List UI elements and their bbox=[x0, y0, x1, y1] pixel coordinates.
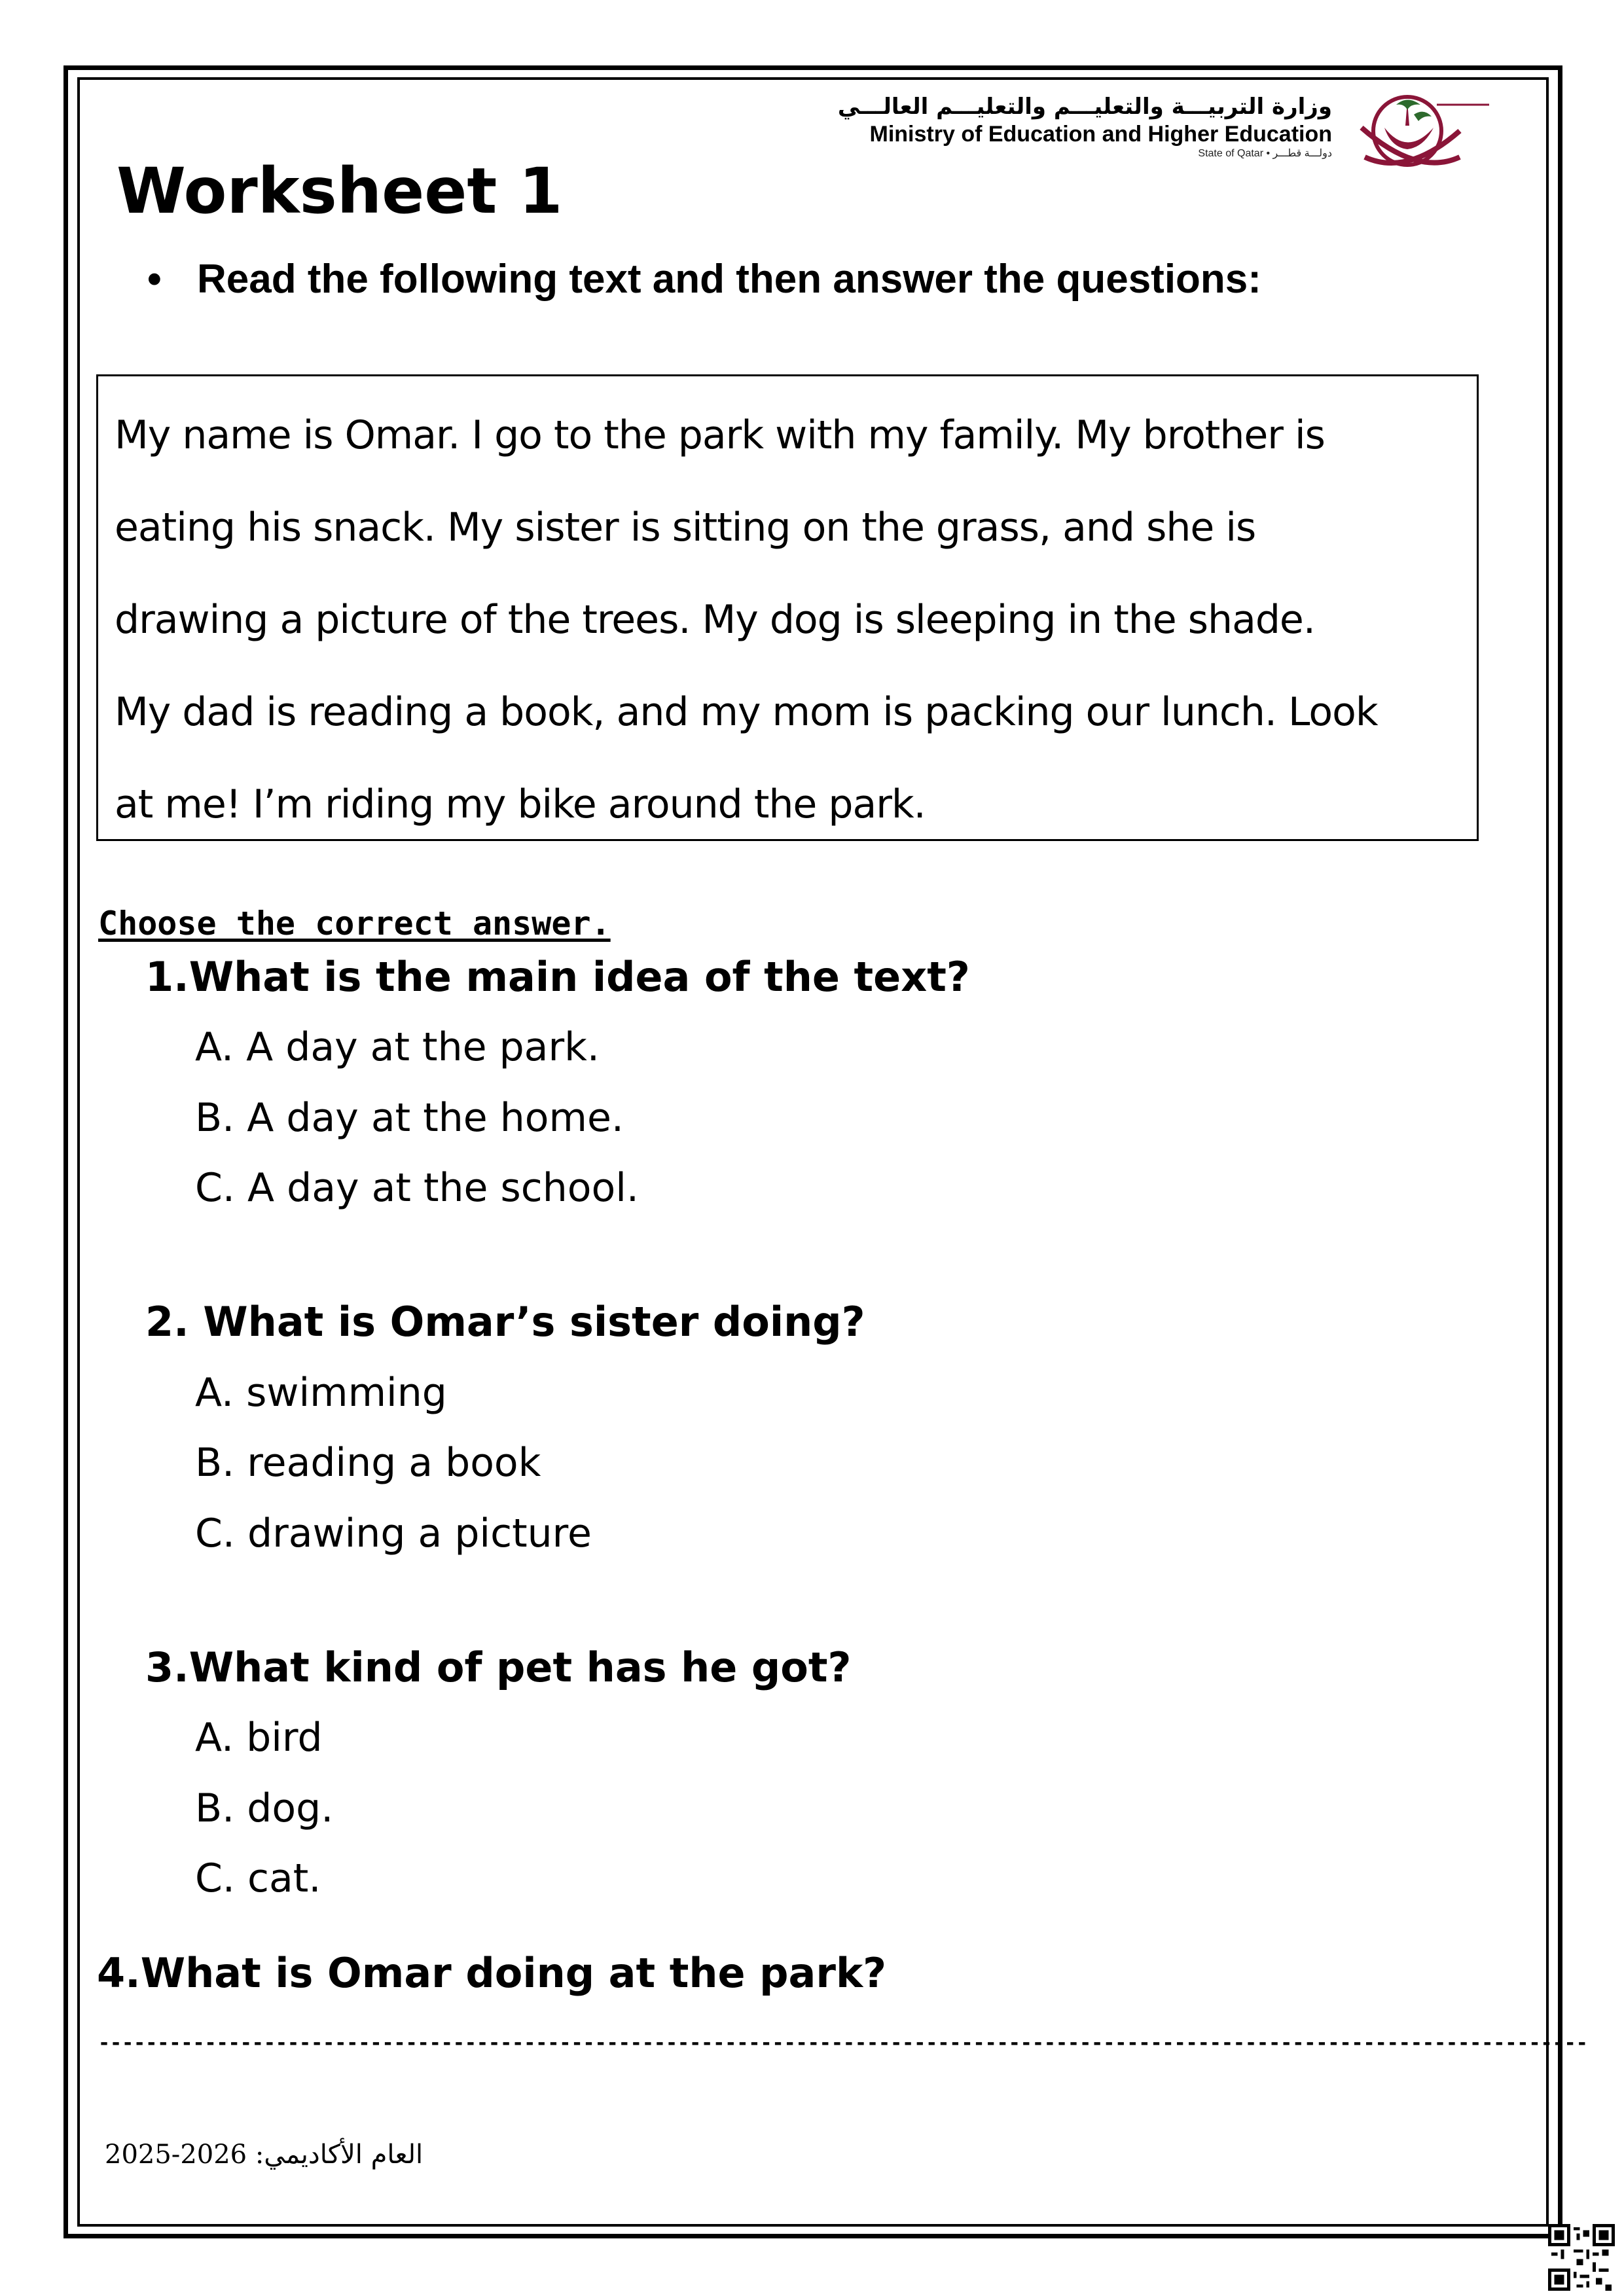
option-1a[interactable]: A. A day at the park. bbox=[195, 1024, 600, 1070]
section-heading: Choose the correct answer. bbox=[98, 905, 611, 942]
question-text: What kind of pet has he got? bbox=[189, 1643, 852, 1691]
question-4 bbox=[97, 1944, 886, 2003]
option-3b[interactable]: B. dog. bbox=[195, 1785, 334, 1831]
question-text: What is Omar’s sister doing? bbox=[203, 1298, 865, 1346]
question-text: What is Omar doing at the park? bbox=[140, 1949, 887, 1997]
question-3 bbox=[145, 1638, 852, 1697]
question-1 bbox=[145, 948, 970, 1007]
question-text: What is the main idea of the text? bbox=[189, 953, 970, 1001]
question-number: 4. bbox=[97, 1949, 141, 1997]
reading-passage-box bbox=[96, 374, 1479, 841]
passage-line: drawing a picture of the trees. My dog is sleeping in the shade. bbox=[115, 597, 1315, 643]
answer-line[interactable]: ------------------------------------------------------------------------------------------------------------------------------ bbox=[98, 2032, 1588, 2054]
academic-year: العام الأكاديمي: 2026-2025 bbox=[105, 2140, 424, 2170]
instruction-text: Read the following text and then answer the questions: bbox=[197, 257, 1261, 302]
worksheet-title: Worksheet 1 bbox=[117, 154, 563, 228]
ministry-logo-text bbox=[795, 92, 1332, 161]
question-2 bbox=[145, 1293, 865, 1352]
ministry-name-arabic: وزارة التربيـــة والتعليـــم والتعليـــم العالـــي bbox=[837, 94, 1332, 120]
qr-code-icon bbox=[1548, 2224, 1615, 2291]
question-number: 1. bbox=[145, 953, 189, 1001]
state-label: State of Qatar • دولـــة قطـــر bbox=[1198, 148, 1332, 159]
option-3c[interactable]: C. cat. bbox=[195, 1856, 321, 1901]
option-1c[interactable]: C. A day at the school. bbox=[195, 1165, 639, 1211]
qatar-emblem-icon bbox=[1345, 92, 1496, 177]
ministry-logo bbox=[795, 92, 1496, 177]
option-2a[interactable]: A. swimming bbox=[195, 1370, 447, 1416]
option-2c[interactable]: C. drawing a picture bbox=[195, 1511, 592, 1556]
bullet-icon: • bbox=[147, 257, 162, 302]
option-1b[interactable]: B. A day at the home. bbox=[195, 1095, 624, 1141]
ministry-name-english: Ministry of Education and Higher Education bbox=[869, 122, 1332, 147]
question-number: 2. bbox=[145, 1298, 189, 1346]
passage-line: eating his snack. My sister is sitting on the grass, and she is bbox=[115, 505, 1256, 550]
passage-line: My dad is reading a book, and my mom is packing our lunch. Look bbox=[115, 689, 1378, 735]
passage-line: at me! I’m riding my bike around the park. bbox=[115, 781, 926, 827]
reading-passage bbox=[115, 389, 1464, 851]
question-number: 3. bbox=[145, 1643, 189, 1691]
passage-line: My name is Omar. I go to the park with my family. My brother is bbox=[115, 412, 1325, 458]
option-3a[interactable]: A. bird bbox=[195, 1715, 323, 1761]
option-2b[interactable]: B. reading a book bbox=[195, 1440, 541, 1486]
